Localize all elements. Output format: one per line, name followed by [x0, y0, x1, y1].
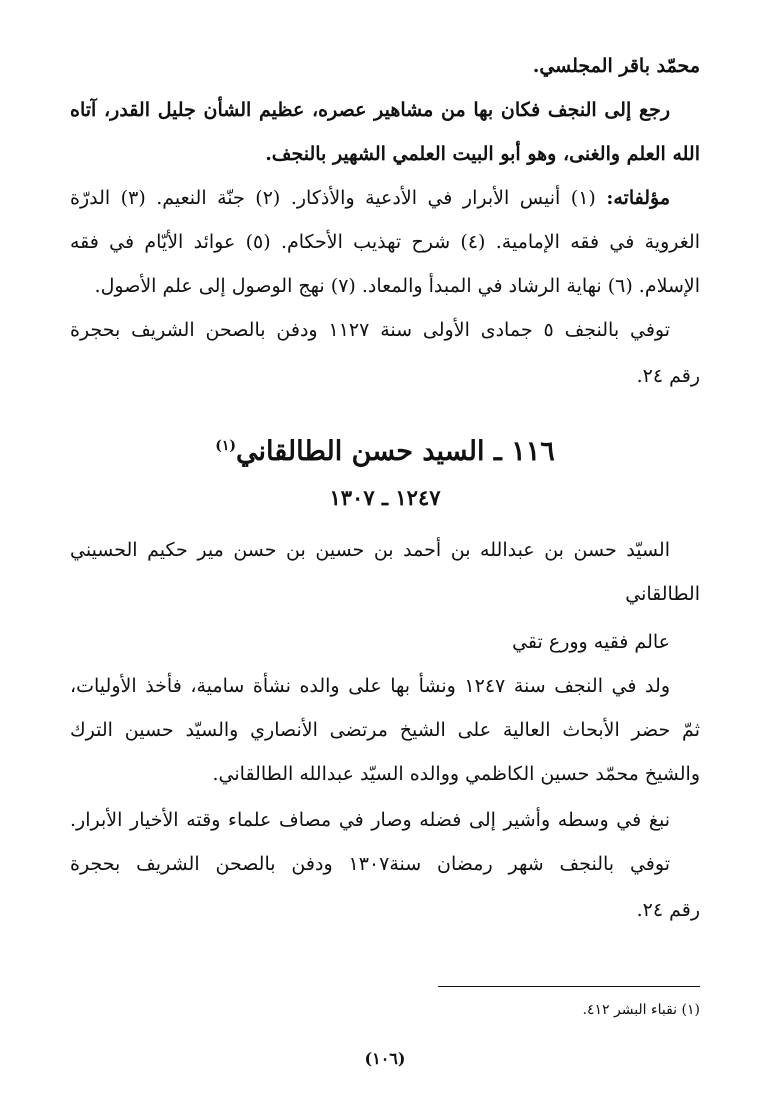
- page-number: (١٠٦): [364, 1049, 406, 1068]
- footnote-separator: [438, 986, 700, 987]
- entry-years: ١٢٤٧ ـ ١٣٠٧: [329, 485, 441, 510]
- entry-death-line: رقم ٢٤.: [636, 899, 700, 921]
- prev-entry-name-line: محمّد باقر المجلسي.: [532, 55, 700, 77]
- prev-entry-death-line: رقم ٢٤.: [636, 365, 700, 387]
- footnote-marker: (١): [215, 438, 237, 454]
- footnote: (١) نقباء البشر ٤١٢.: [582, 1002, 700, 1018]
- works-text: (١) أنيس الأبرار في الأدعية والأذكار. (٢) جنّة النعيم. (٣) الدرّة: [70, 187, 596, 209]
- prev-entry-para-line: الله العلم والغنى، وهو أبو البيت العلمي الشهير بالنجف.: [265, 143, 700, 165]
- prev-entry-death-line: توفي بالنجف ٥ جمادى الأولى سنة ١١٢٧ ودفن بالصحن الشريف بحجرة: [70, 319, 671, 341]
- birth-line: ولد في النجف سنة ١٢٤٧ ونشأ بها على والده نشأة سامية، فأخذ الأوليات،: [70, 675, 670, 697]
- birth-line: والشيخ محمّد حسين الكاظمي ووالده السيّد عبدالله الطالقاني.: [212, 763, 700, 785]
- entry-death-line: توفي بالنجف شهر رمضان سنة١٣٠٧ ودفن بالصحن الشريف بحجرة: [70, 853, 670, 875]
- prev-entry-para-line: رجع إلى النجف فكان بها من مشاهير عصره، عظيم الشأن جليل القدر، آتاه: [70, 99, 670, 121]
- lineage-line: الطالقاني: [625, 583, 700, 605]
- book-page: [70, 0, 700, 1105]
- birth-line: ثمّ حضر الأبحاث العالية على الشيخ مرتضى الأنصاري والسيّد حسين الترك: [70, 719, 700, 741]
- rise-line: نبغ في وسطه وأشير إلى فضله وصار في مصاف علماء وقته الأخيار الأبرار.: [70, 809, 670, 831]
- entry-heading-text: ١١٦ ـ السيد حسن الطالقاني: [236, 436, 555, 467]
- lineage-line: السيّد حسن بن عبدالله بن أحمد بن حسين بن حسن مير حكيم الحسيني: [70, 539, 670, 561]
- works-label: مؤلفاته:: [606, 187, 671, 209]
- works-line: [70, 184, 670, 212]
- works-line: الغروية في فقه الإمامية. (٤) شرح تهذيب الأحكام. (٥) عوائد الأيّام في فقه: [70, 231, 700, 253]
- entry-heading: [70, 432, 700, 472]
- entry-description: عالم فقيه وورع تقي: [512, 631, 670, 653]
- works-line: الإسلام. (٦) نهاية الرشاد في المبدأ والمعاد. (٧) نهج الوصول إلى علم الأصول.: [94, 275, 700, 297]
